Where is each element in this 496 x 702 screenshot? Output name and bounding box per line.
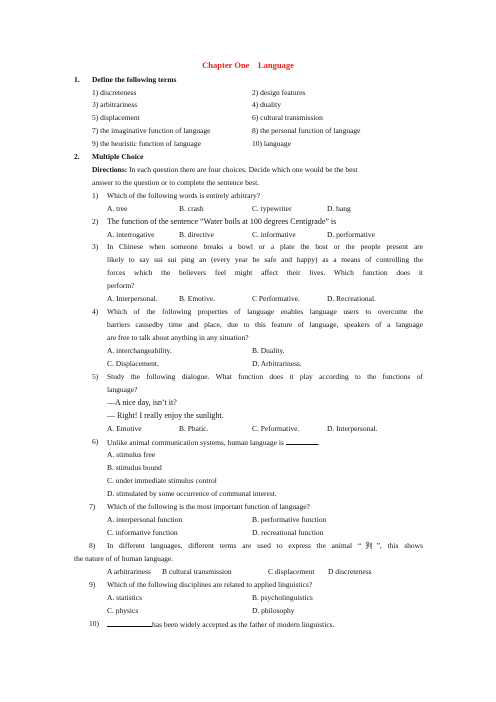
answer-option: A. Interpersonal. (107, 294, 158, 303)
answer-option: A. tree (107, 204, 128, 213)
answer-option: D. recreational function (252, 528, 324, 537)
section-heading: Define the following terms (92, 75, 177, 84)
answer-option: C. under immediate stimulus control (107, 476, 217, 485)
term-item: 6) cultural transmission (252, 113, 323, 122)
question-number: 9) (89, 580, 96, 589)
answer-blank (286, 437, 318, 445)
answer-option: C Performative. (252, 294, 300, 303)
answer-option: A. Emotive (107, 424, 142, 433)
term-item: 10) language (252, 139, 291, 148)
question-number: 4) (92, 307, 99, 316)
question-stem: perform? (107, 281, 135, 290)
question-number: 6) (92, 437, 99, 446)
question-stem: In different languages, different terms are used to express the animal “狗”, this shows (107, 541, 423, 550)
question-stem: forces which the believers feel might affect their lives. Which function does it (107, 268, 423, 277)
term-item: 7) the imaginative function of language (92, 126, 211, 135)
question-stem: The function of the sentence “Water boils at 100 degrees Centigrade” is (107, 217, 337, 226)
answer-option: A. interpersonal function (107, 515, 183, 524)
answer-option: C. informative function (107, 528, 178, 537)
dialogue-line: —A nice day, isn’t it? (107, 398, 177, 407)
term-item: 2) design features (252, 88, 306, 97)
directions-label: Directions: (92, 165, 128, 174)
question-stem: Which of the following is the most important function of language? (107, 502, 310, 511)
answer-option: B. Emotive. (179, 294, 216, 303)
question-stem: likely to say sui sui ping an (every year be safe and happy) as a means of controlling the (107, 255, 423, 264)
question-stem: Which of the following disciplines are related to applied linguistics? (107, 580, 313, 589)
answer-option: D discreteness (328, 567, 372, 576)
answer-option: A arbitrariness (107, 567, 151, 576)
answer-option: A. interrogative (107, 230, 155, 239)
question-stem: Study the following dialogue. What function does it play according to the functions of (107, 372, 423, 381)
answer-option: D. Arbitrariness. (252, 359, 302, 368)
section-number: 2. (74, 152, 80, 161)
question-stem: the nature of of human language. (74, 554, 174, 563)
directions-text: answer to the question or to complete the sentence best. (92, 178, 260, 187)
answer-option: D. philosophy (252, 606, 295, 615)
question-stem: language? (107, 385, 138, 394)
answer-option: B. stimulus bound (107, 463, 162, 472)
question-number: 2) (92, 217, 99, 226)
question-stem: are free to talk about anything in any situation? (107, 333, 249, 342)
answer-option: D. performative (327, 230, 375, 239)
section-heading: Multiple Choice (92, 152, 144, 161)
answer-option: D. stimulated by some occurrence of communal interest. (107, 489, 277, 498)
question-stem: In Chinese when someone breaks a bowl or a plate the host or the people present are (107, 242, 423, 251)
question-stem: barriers causedby time and place, due to this feature of language, speakers of a language (107, 320, 423, 329)
question-number: 1) (92, 191, 99, 200)
answer-option: B. psycholinguistics (252, 593, 313, 602)
question-stem: has been widely accepted as the father of modern linguistics. (152, 620, 335, 629)
answer-option: A. interchangeability. (107, 346, 172, 355)
question-number: 8) (89, 541, 96, 550)
answer-option: B. Phatic. (179, 424, 209, 433)
term-item: 1) discreteness (92, 88, 137, 97)
term-item: 8) the personal function of language (252, 126, 361, 135)
question-stem: Which of the following words is entirely arbitrary? (107, 191, 261, 200)
answer-option: C. informative (252, 230, 296, 239)
answer-option: A. stimulus free (107, 450, 156, 459)
question-stem: Unlike animal communication systems, human language is (107, 438, 286, 447)
term-item: 5) displacement (92, 113, 140, 122)
answer-option: C. Peformative. (252, 424, 300, 433)
answer-option: D. bang (327, 204, 351, 213)
answer-option: B. performative function (252, 515, 327, 524)
dialogue-line: — Right! I really enjoy the sunlight. (107, 411, 224, 420)
question-number: 7) (89, 502, 96, 511)
answer-option: B cultural transmission (162, 567, 232, 576)
answer-option: B. Duality. (252, 346, 285, 355)
directions-text: In each question there are four choices. Decide which one would be the best (127, 165, 358, 174)
term-item: 4) duality (252, 100, 281, 109)
answer-option: B. crash (179, 204, 204, 213)
term-item: 9) the heuristic function of language (92, 139, 201, 148)
answer-option: D. Recreational. (327, 294, 376, 303)
question-stem: Which of the following properties of language enables language users to overcome the (107, 307, 423, 316)
answer-option: C displacement (268, 567, 315, 576)
answer-option: C. Displacement. (107, 359, 159, 368)
answer-option: D. Interpersonal. (327, 424, 378, 433)
answer-option: C. typewriter (252, 204, 292, 213)
question-number: 3) (92, 242, 99, 251)
term-item: 3) arbitrariness (92, 100, 138, 109)
question-number: 5) (92, 372, 99, 381)
answer-option: C. physics (107, 606, 139, 615)
answer-option: B. directive (179, 230, 214, 239)
answer-option: A. statistics (107, 593, 142, 602)
section-number: 1. (74, 75, 80, 84)
answer-blank (107, 619, 152, 627)
document-page: Chapter One Language 1. Define the following terms 1) discreteness 2) design features 3) arbitrariness 4) duality 5) displacement 6) cultural transmission 7) the imaginative function of language 8) the personal function of language 9) the heuristic function of language 10) language 2. Multiple Choice Directions: In each question there are four choices. Decide which one would be the best answer to the question or to complete the sentence best. 1) Which of the following words is entirely arbitrary? A. tree B. crash C. typewriter D. bang 2) The function of the sentence “Water boils at 100 degrees Centigrade” is A. interrogative B. directive C. informative D. performative 3) In Chinese when someone breaks a bowl or a plate the host or the people present are likely to say sui sui ping an (every year be safe and happy) as a means of controlling the forces which the believers feel might affect their lives. Which function does it perform? A. Interpersonal. B. Emotive. C Performative. D. Recreational. 4) Which of the following properties of language enables language users to overcome the barriers causedby time and place, due to this feature of language, speakers of a language are free to talk about anything in any situation? A. interchangeability. B. Duality. C. Displacement. D. Arbitrariness. 5) Study the following dialogue. What function does it play according to the functions of language? —A nice day, isn’t it? — Right! I really enjoy the sunlight. A. Emotive B. Phatic. C. Peformative. D. Interpersonal. 6) Unlike animal communication systems, human language is . A. stimulus free B. stimulus bound C. under immediate stimulus control D. stimulated by some occurrence of communal interest. 7) Which of the following is the most important function of language? A. interpersonal function B. performative function C. informative function D. recreational function 8) In different languages, different terms are used to express the animal “狗”, this shows the nature of of human language. A arbitrariness B cultural transmission C displacement D discreteness 9) Which of the following disciplines are related to applied linguistics? A. statistics B. psycholinguistics C. physics D. philosophy 10) has been widely accepted as the father of modern linguistics. (0, 0, 496, 702)
question-number: 10) (89, 619, 99, 628)
chapter-title: Chapter One Language (202, 60, 294, 70)
